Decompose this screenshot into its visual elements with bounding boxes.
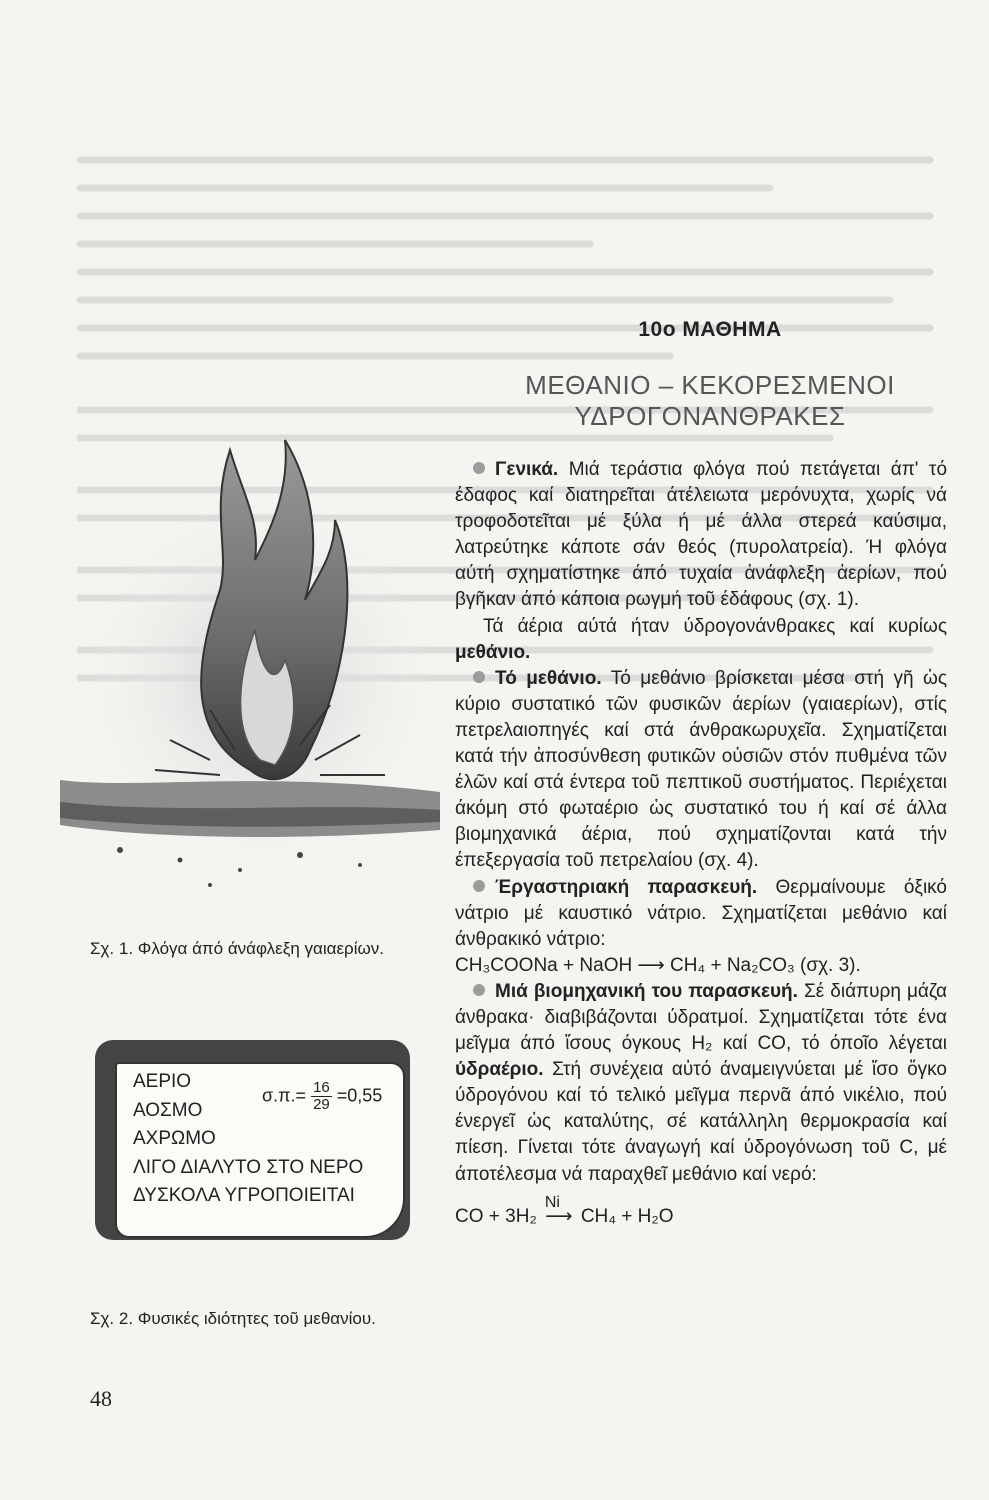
figure-2-caption: Σχ. 2. Φυσικές ιδιότητες τοῦ μεθανίου. [90,1309,376,1328]
box-content [115,1062,405,1238]
paragraph-methane [455,666,947,875]
heading-lab: Έργαστηριακή παρασκευή. [495,876,758,898]
lesson-title [495,370,925,432]
heading-methane: Τό μεθάνιο. [495,667,602,689]
catalyst-label: Ni [544,1193,560,1211]
property-line: ΛΙΓΟ ΔΙΑΛΥΤΟ ΣΤΟ ΝΕΡΟ [133,1156,364,1178]
lesson-title-line-2: ΥΔΡΟΓΟΝΑΝΘΡΑΚΕΣ [574,401,846,431]
eq-right: CH₄ + H₂O [580,1205,674,1227]
lesson-title-line-1: ΜΕΘΑΝΙΟ – ΚΕΚΟΡΕΣΜΕΝΟΙ [525,370,895,400]
text-methane: Τό μεθάνιο βρίσκεται μέσα στή γῆ ὡς κύριο συστατικό τῶν φυσικῶν άερίων (γαιαερίων), στίς πετρελαιοπηγές καί στά άνθρακωρυχεῖα. Σχηματίζεται κατά τήν ἀποσύνθεση φυτικῶν οὐσιῶν στόν πυθμένα τῶν έλῶν καί στά έντερα τοῦ πεπτικοῦ συστήματος. Περιέχεται άκόμη στό φωταέριο ὡς συστατικό του ή καί σέ άλλα βιομηχανικά άέρια, πού σχηματίζονται κατά τήν έπεξεργασία τοῦ πετρελαίου (σχ. 4). [455,667,948,872]
bullet-icon [473,671,485,683]
property-line: ΔΥΣΚΟΛΑ ΥΓΡΟΠΟΙΕΙΤΑΙ [133,1185,355,1206]
bullet-icon [473,462,485,474]
text-industrial-b: Στή συνέχεια αὐτό άναμειγνύεται μέ ἴσο ὄγκο ύδρογόνου καί τό τελικό μεῖγμα περνᾶ άπό νικέλιο, πού ένεργεῖ ὡς καταλύτης, σέ κατάλληλη θερμοκρασία καί πίεση. Γίνεται τότε άναγωγή καί ύδρογόνωση τοῦ C, μέ άποτέλεσμα νά παραχθεῖ μεθάνιο καί νερό: [455,1059,947,1185]
paragraph-general [455,457,947,614]
term-methane: μεθάνιο. [455,641,531,663]
paragraph-lab [455,875,947,953]
sp-numerator: 16 [313,1079,330,1096]
text-industrial-a: Σέ διάπυρη μάζα άνθρακα· διαβιβάζονται ύδρατμοί. Σχηματίζεται τότε ένα μεῖγμα άπό ἴσους όγκους H₂ καί CO, τό όποῖο λέγεται [455,980,947,1055]
equation-industrial [455,1193,947,1230]
main-text-column [455,457,947,1230]
term-water-gas: ύδραέριο. [455,1059,544,1081]
lesson-number: 10ο ΜΑΘΗΜΑ [638,318,782,341]
heading-general: Γενικά. [495,459,559,480]
page-number: 48 [90,1386,112,1411]
flame-illustration [60,430,460,900]
property-line: ΑΧΡΩΜΟ [133,1128,216,1149]
bullet-icon [473,880,485,892]
methane-properties-box [95,1040,430,1270]
specific-gravity [262,1080,382,1113]
figure-1-caption: Σχ. 1. Φλόγα άπό άνάφλεξη γαιαερίων. [90,939,385,958]
paragraph-industrial [455,979,947,1188]
paragraph-gases [455,614,947,666]
text-gases: Τά άέρια αύτά ήταν ύδρογονάνθρακες καί κυρίως [483,615,947,637]
property-line: ΑΟΣΜΟ [133,1099,203,1121]
sp-value: =0,55 [336,1085,383,1106]
bullet-icon [473,984,485,996]
eq-left: CO + 3H₂ [455,1205,537,1227]
sp-label: σ.π.= [262,1085,307,1106]
catalyst-arrow: Ni ⟶ [537,1204,581,1230]
equation-lab: CH₃COONa + NaOH ⟶ CH₄ + Na₂CO₃ (σχ. 3). [455,954,861,976]
heading-industrial: Μιά βιομηχανική του παρασκευή. [495,980,798,1002]
property-line: ΑΕΡΙΟ [133,1071,192,1092]
text-general: Μιά τεράστια φλόγα πού πετάγεται άπ' τό έδαφος καί διατηρεῖται άτέλειωτα μερόνυχτα, χωρίς νά τροφοδοτεῖται μέ ξύλα ή μέ άλλα στερεά καύσιμα, λατρεύτηκε κάποτε σάν θεός (πυρολατρεία). Ή φλόγα αύτή σχηματίστηκε άπό τυχαία ἀνάφλεξη ἀερίων, πού βγῆκαν άπό κάποια ρωγμή τοῦ έδάφους (σχ. 1). [455,459,948,611]
sp-fraction [311,1080,332,1113]
sp-denominator: 29 [313,1096,330,1113]
text-lab: Θερμαίνουμε όξικό νάτριο μέ καυστικό νάτριο. Σχηματίζεται μεθάνιο καί άνθρακικό νάτριο: [455,876,947,950]
